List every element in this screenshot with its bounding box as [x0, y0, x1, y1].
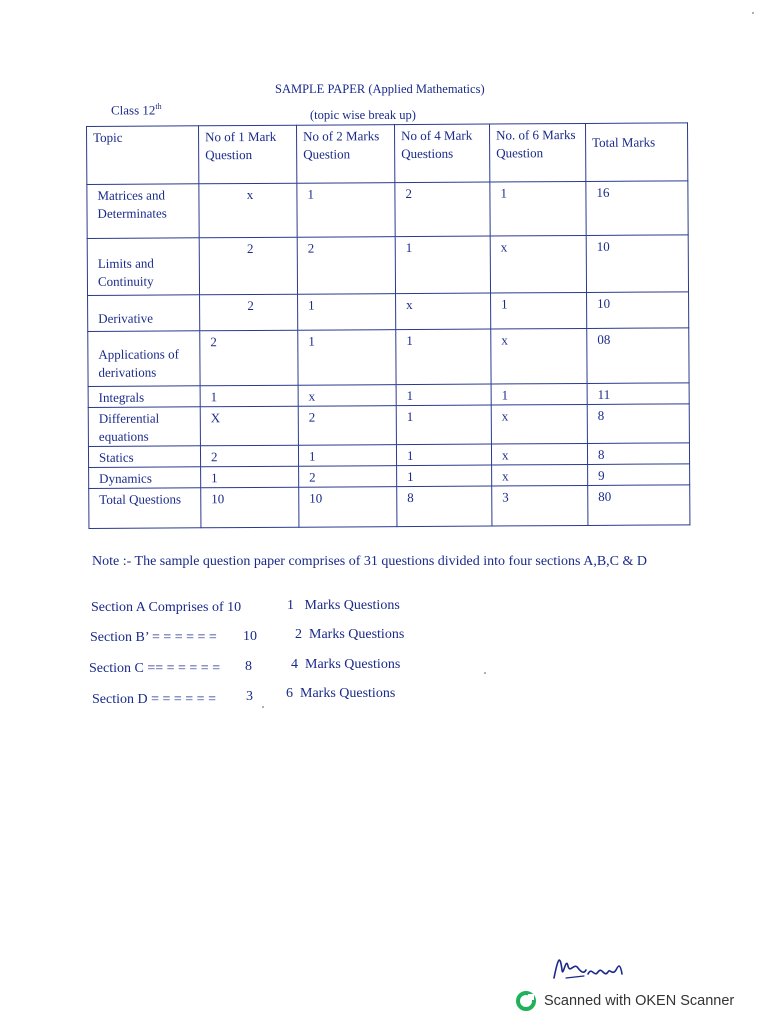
value-cell	[587, 404, 689, 444]
value-cell	[397, 465, 492, 487]
topic-cell	[87, 184, 199, 239]
topic-text: Statics	[98, 449, 134, 465]
topic-text: Derivative	[98, 310, 154, 326]
table-row	[89, 464, 690, 489]
topic-cell	[87, 238, 199, 296]
value-cell	[491, 443, 587, 465]
value-text: 2	[405, 186, 412, 202]
value-cell	[587, 443, 689, 465]
topic-text: Applications of derivations	[98, 346, 179, 380]
value-cell	[491, 292, 587, 329]
value-cell	[298, 445, 396, 467]
value-cell	[299, 466, 397, 488]
value-cell	[587, 383, 689, 405]
header-1-mark	[199, 125, 297, 184]
value-cell	[199, 183, 297, 238]
topic-cell	[88, 331, 200, 387]
value-cell	[298, 330, 396, 386]
value-text: 2	[210, 449, 218, 465]
header-4-marks	[394, 124, 489, 183]
value-text: 1	[308, 448, 316, 464]
header-1-mark-label: No of 1 Mark Question	[205, 128, 277, 163]
topic-text: Differential equations	[98, 410, 160, 444]
value-text: 80	[598, 488, 612, 504]
value-cell	[200, 330, 298, 386]
value-cell	[491, 328, 587, 384]
value-text: 2	[247, 297, 254, 314]
value-text: 11	[597, 386, 611, 402]
header-total-marks	[585, 123, 687, 182]
value-cell	[298, 294, 396, 331]
value-cell	[395, 182, 490, 237]
value-cell	[297, 183, 395, 238]
section-d-marks: 6 Marks Questions	[286, 686, 396, 701]
value-text: 2	[307, 240, 315, 256]
topic-text: Dynamics	[99, 470, 152, 486]
value-cell	[396, 444, 491, 466]
value-text: 2	[246, 240, 254, 257]
section-c-label: Section C == = = = = =	[89, 661, 221, 676]
topic-text: Total Questions	[99, 491, 182, 507]
value-cell	[298, 406, 396, 446]
value-cell	[200, 445, 298, 467]
value-cell	[297, 237, 395, 295]
section-d-count: 3	[246, 689, 253, 704]
value-text: 8	[597, 446, 605, 462]
header-2-marks	[296, 125, 394, 184]
header-topic-label: Topic	[93, 129, 123, 145]
value-text: 10	[309, 490, 323, 506]
scan-speck	[262, 706, 264, 708]
section-b-label: Section B’ = = = = = =	[90, 630, 217, 645]
value-cell	[396, 293, 491, 330]
value-text: 10	[597, 295, 611, 311]
topic-cell	[88, 295, 200, 332]
value-text: 2	[308, 409, 316, 425]
value-cell	[396, 405, 491, 445]
value-text: x	[501, 332, 508, 348]
value-text: x	[502, 468, 509, 484]
topic-cell	[88, 386, 200, 408]
topic-cell	[88, 407, 200, 447]
value-cell	[396, 384, 491, 406]
scanner-watermark	[516, 990, 734, 1012]
marks-table	[86, 122, 690, 529]
section-b-marks: 2 Marks Questions	[295, 627, 405, 642]
page-subtitle: (topic wise break up)	[310, 108, 416, 122]
value-cell	[396, 329, 491, 385]
value-text: 1	[308, 333, 315, 349]
value-cell	[201, 466, 299, 488]
value-text: 1	[406, 388, 414, 404]
section-a-marks: 1 Marks Questions	[287, 598, 400, 613]
value-text: x	[501, 447, 509, 463]
class-text: Class 12	[111, 102, 156, 118]
class-superscript: th	[155, 102, 162, 111]
table-row	[88, 443, 689, 468]
value-text: 1	[407, 469, 414, 485]
value-cell	[588, 485, 690, 526]
section-b-count: 10	[243, 629, 257, 644]
value-text: 9	[598, 467, 605, 483]
value-cell	[587, 328, 689, 384]
value-cell	[492, 464, 588, 486]
note-text: Note :- The sample question paper comprises of 31 questions divided into four sections A,B,C & D	[92, 554, 647, 569]
table-row	[88, 328, 689, 387]
value-cell	[201, 487, 299, 528]
table-row	[88, 404, 689, 447]
value-cell	[491, 404, 587, 444]
class-label	[111, 102, 162, 118]
topic-cell	[88, 446, 200, 468]
section-c-marks: 4 Marks Questions	[291, 657, 401, 672]
value-text: 1	[500, 185, 507, 201]
oken-scanner-logo-icon	[516, 991, 536, 1011]
table-row	[88, 383, 689, 408]
value-text: 1	[308, 297, 315, 313]
table-row	[87, 235, 688, 296]
value-text: 1	[406, 409, 414, 425]
value-text: 2	[210, 334, 217, 350]
value-cell	[200, 406, 298, 446]
value-text: 1	[406, 333, 413, 349]
value-text: X	[210, 410, 221, 426]
topic-text: Limits and Continuity	[97, 255, 154, 289]
table-row	[87, 181, 688, 239]
section-a-label: Section A Comprises of 10	[91, 600, 242, 615]
section-d-label: Section D = = = = = =	[92, 692, 216, 707]
value-text: 10	[211, 491, 225, 507]
value-cell	[200, 294, 298, 331]
value-text: x	[406, 297, 413, 313]
value-text: x	[246, 186, 254, 203]
value-cell	[299, 487, 397, 528]
header-6-marks-label: No. of 6 Marks Question	[496, 127, 576, 161]
value-cell	[200, 385, 298, 407]
handwritten-signature	[548, 948, 648, 988]
value-cell	[587, 292, 689, 329]
header-topic	[87, 126, 199, 185]
value-cell	[491, 383, 587, 405]
value-cell	[298, 385, 396, 407]
value-text: 8	[407, 490, 414, 506]
value-text: 1	[307, 186, 314, 202]
value-text: 1	[210, 389, 218, 405]
topic-cell	[89, 467, 201, 489]
value-text: x	[308, 388, 316, 404]
header-4-marks-label: No of 4 Mark Questions	[401, 127, 473, 162]
value-cell	[588, 464, 690, 486]
table-header-row	[87, 123, 688, 185]
value-cell	[199, 237, 297, 295]
value-text: 1	[501, 296, 508, 312]
scan-speck	[484, 672, 486, 674]
value-text: 1	[211, 470, 218, 486]
value-text: 1	[406, 448, 414, 464]
value-text: 2	[309, 469, 316, 485]
scanner-text: Scanned with OKEN Scanner	[544, 993, 735, 1009]
value-text: 8	[597, 407, 605, 423]
header-6-marks	[489, 123, 585, 182]
topic-cell	[89, 488, 201, 529]
header-2-marks-label: No of 2 Marks Question	[303, 128, 380, 162]
value-text: 08	[597, 331, 611, 347]
table-row	[89, 485, 690, 529]
header-total-marks-label: Total Marks	[592, 134, 656, 150]
value-text: 16	[596, 184, 610, 200]
value-text: 3	[502, 489, 509, 505]
topic-text: Integrals	[98, 389, 145, 405]
page-title: SAMPLE PAPER (Applied Mathematics)	[275, 82, 485, 96]
value-text: x	[501, 408, 509, 424]
topic-text: Matrices and Determinates	[97, 187, 167, 221]
section-c-count: 8	[245, 659, 252, 674]
value-cell	[492, 485, 588, 526]
value-text: 10	[596, 238, 610, 254]
table-row	[88, 292, 689, 332]
value-text: 1	[405, 240, 413, 256]
value-cell	[490, 181, 586, 236]
value-cell	[395, 236, 490, 294]
value-cell	[586, 235, 688, 293]
scan-speck	[752, 12, 754, 14]
value-cell	[490, 235, 586, 293]
value-text: 1	[501, 387, 509, 403]
value-cell	[397, 486, 492, 527]
value-cell	[586, 181, 688, 236]
value-text: x	[500, 239, 508, 255]
